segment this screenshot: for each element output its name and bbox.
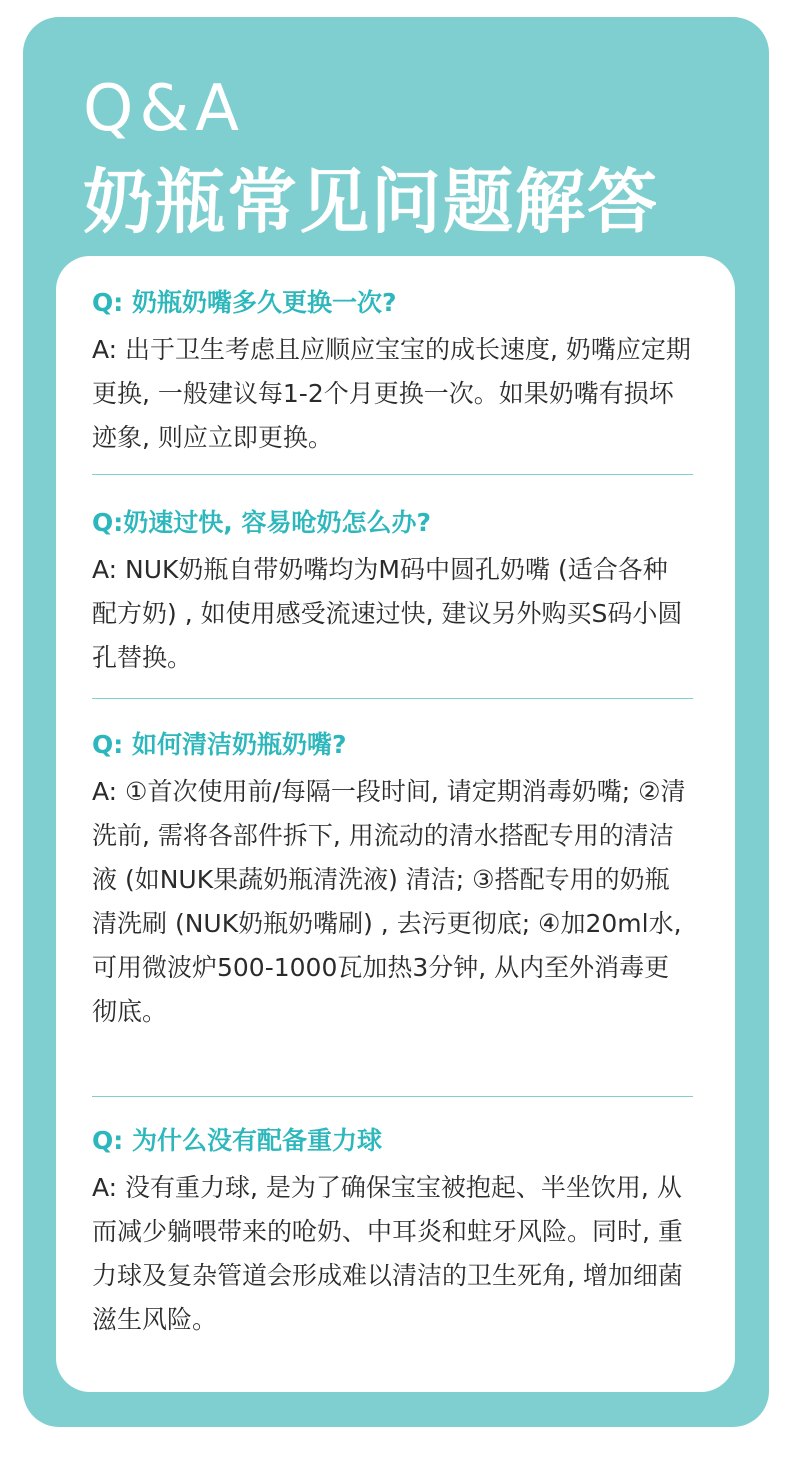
faq-answer: A: NUK奶瓶自带奶嘴均为M码中圆孔奶嘴 (适合各种配方奶) , 如使用感受流速过快, 建议另外购买S码小圆孔替换。 [92,555,683,672]
faq-answer: A: ①首次使用前/每隔一段时间, 请定期消毒奶嘴; ②清洗前, 需将各部件拆下, 用流动的清水搭配专用的清洁液 (如NUK果蔬奶瓶清洗液) 清洁; ③搭配专用的奶瓶清洗刷 (NUK奶瓶奶嘴刷) , 去污更彻底; ④加20ml水, 可用微波炉500-1000瓦加热3分钟, 从内至外消毒更彻底。 [92,777,686,1026]
faq-item [92,728,692,1034]
faq-answer: A: 没有重力球, 是为了确保宝宝被抱起、半坐饮用, 从而减少躺喂带来的呛奶、中耳炎和蛀牙风险。同时, 重力球及复杂管道会形成难以清洁的卫生死角, 增加细菌滋生风险。 [92,1173,683,1334]
faq-item [92,1124,692,1342]
faq-question: Q: 奶瓶奶嘴多久更换一次? [92,288,397,317]
divider [92,698,693,699]
faq-card [56,256,735,1392]
page-title: 奶瓶常见问题解答 [83,161,659,243]
faq-item [92,286,692,460]
page-title-en: Q&A [83,72,246,146]
faq-question: Q:奶速过快, 容易呛奶怎么办? [92,508,431,537]
divider [92,474,693,475]
divider [92,1096,693,1097]
faq-question: Q: 为什么没有配备重力球 [92,1126,382,1155]
faq-question: Q: 如何清洁奶瓶奶嘴? [92,730,347,759]
faq-item [92,506,692,680]
faq-answer: A: 出于卫生考虑且应顺应宝宝的成长速度, 奶嘴应定期更换, 一般建议每1-2个月更换一次。如果奶嘴有损坏迹象, 则应立即更换。 [92,335,691,452]
